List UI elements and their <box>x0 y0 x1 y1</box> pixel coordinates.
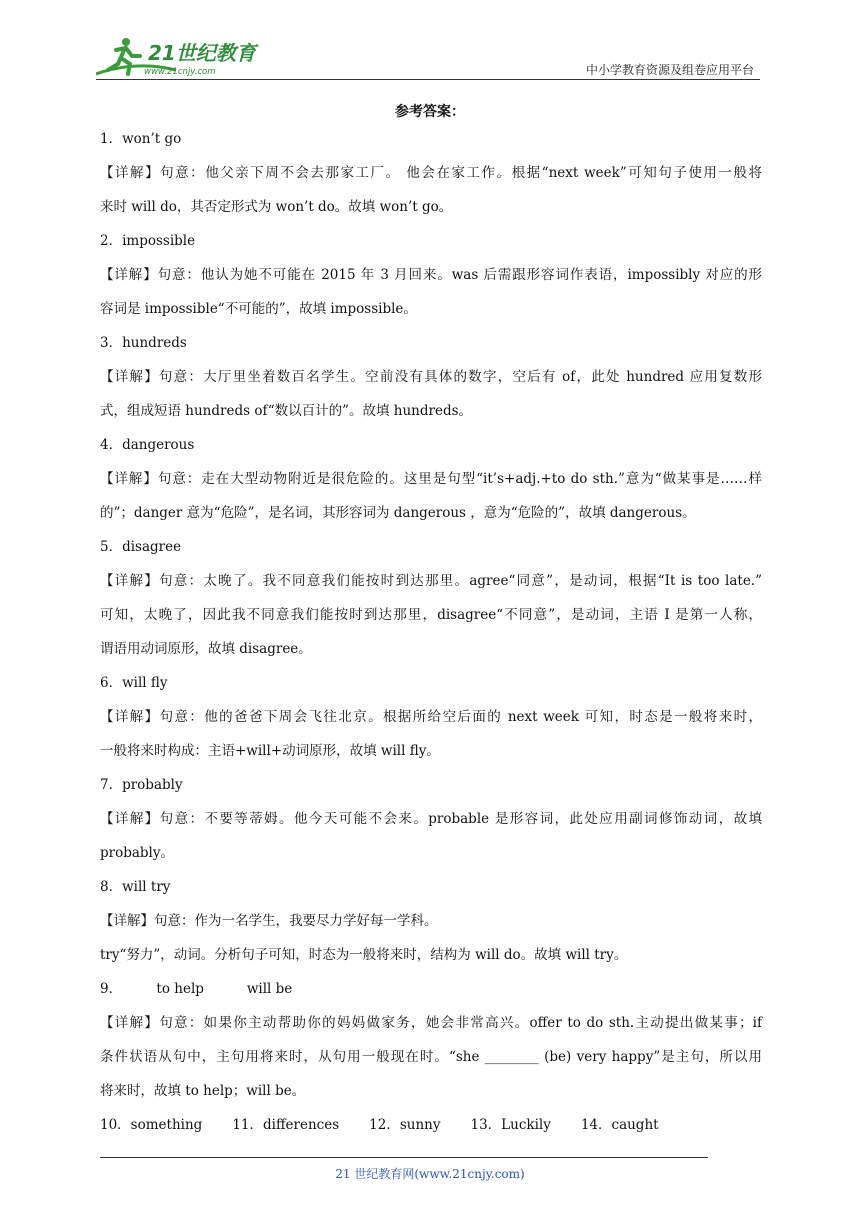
answer-line: try“努力”，动词。分析句子可知，时态为一般将来时，结构为 will do。故填 will try。 <box>100 947 628 963</box>
answer-line: 谓语用动词原形，故填 disagree。 <box>100 641 312 657</box>
answer-line-multi <box>100 1108 762 1142</box>
answer-line: 条件状语从句中，主句用将来时，从句用一般现在时。“she ________ (be) very happy”是主句，所以用 <box>100 1049 762 1065</box>
answer-line: 【详解】句意：他认为她不可能在 2015 年 3 月回来。was 后需跟形容词作表语，impossibly 对应的形 <box>100 267 762 283</box>
answer-item: 12．sunny <box>369 1117 441 1133</box>
answer-line: 7．probably <box>100 777 183 793</box>
logo-url: www.21cnjy.com <box>144 67 216 77</box>
answer-line: 式，组成短语 hundreds of“数以百计的”。故填 hundreds。 <box>100 403 473 419</box>
answer-line: 6．will fly <box>100 675 168 691</box>
answer-line: 【详解】句意：走在大型动物附近是很危险的。这里是句型“it’s+adj.+to do sth.”意为“做某事是……样 <box>100 471 762 487</box>
answer-item: 11．differences <box>232 1117 340 1133</box>
answer-line: 的”；danger 意为“危险”，是名词，其形容词为 dangerous ，意为“危险的”，故填 dangerous。 <box>100 505 696 521</box>
site-logo[interactable] <box>96 34 266 78</box>
answer-line: 【详解】句意：大厅里坐着数百名学生。空前没有具体的数字，空后有 of，此处 hundred 应用复数形 <box>100 369 762 385</box>
header-divider <box>96 79 760 80</box>
answer-line: 【详解】句意：他父亲下周不会去那家工厂。 他会在家工作。根据“next week”可知句子使用一般将 <box>100 165 762 181</box>
answer-line: 8．will try <box>100 879 171 895</box>
answer-line: 5．disagree <box>100 539 182 555</box>
answer-line: 将来时，故填 to help；will be。 <box>100 1083 306 1099</box>
answer-line: 2．impossible <box>100 233 196 249</box>
answer-line: 【详解】句意：作为一名学生，我要尽力学好每一学科。 <box>100 913 438 929</box>
answer-line: 3．hundreds <box>100 335 187 351</box>
answer-line: 【详解】句意：如果你主动帮助你的妈妈做家务，她会非常高兴。offer to do sth.主动提出做某事；if <box>100 1015 762 1031</box>
answer-item: 13．Luckily <box>470 1117 551 1133</box>
answer-item: 10．something <box>100 1117 203 1133</box>
answer-line: 来时 will do，其否定形式为 won’t do。故填 won’t go。 <box>100 199 453 215</box>
answer-line: 9． to help will be <box>100 981 293 997</box>
page-header <box>96 30 760 80</box>
answer-line: 一般将来时构成：主语+will+动词原形，故填 will fly。 <box>100 743 440 759</box>
footer-link[interactable]: 21 世纪教育网(www.21cnjy.com) <box>335 1167 525 1181</box>
logo-text: 21世纪教育 <box>148 41 256 65</box>
footer-divider <box>100 1157 708 1158</box>
answer-line: probably。 <box>100 845 174 861</box>
page-title: 参考答案： <box>395 104 465 120</box>
answer-line: 【详解】句意：他的爸爸下周会飞往北京。根据所给空后面的 next week 可知，时态是一般将来时， <box>100 709 762 725</box>
header-platform-text: 中小学教育资源及组卷应用平台 <box>585 63 754 77</box>
answer-line: 容词是 impossible“不可能的”，故填 impossible。 <box>100 301 417 317</box>
answer-item: 14．caught <box>580 1117 659 1133</box>
answer-line: 【详解】句意：太晚了。我不同意我们能按时到达那里。agree“同意”，是动词，根据“It is too late.” <box>100 573 762 589</box>
answer-line: 1．won’t go <box>100 131 182 147</box>
answer-list <box>100 122 762 1142</box>
answer-line: 可知，太晚了，因此我不同意我们能按时到达那里，disagree“不同意”，是动词，主语 I 是第一人称， <box>100 607 762 623</box>
answer-line: 【详解】句意：不要等蒂姆。他今天可能不会来。probable 是形容词，此处应用副词修饰动词，故填 <box>100 811 762 827</box>
answer-line: 4．dangerous <box>100 437 195 453</box>
